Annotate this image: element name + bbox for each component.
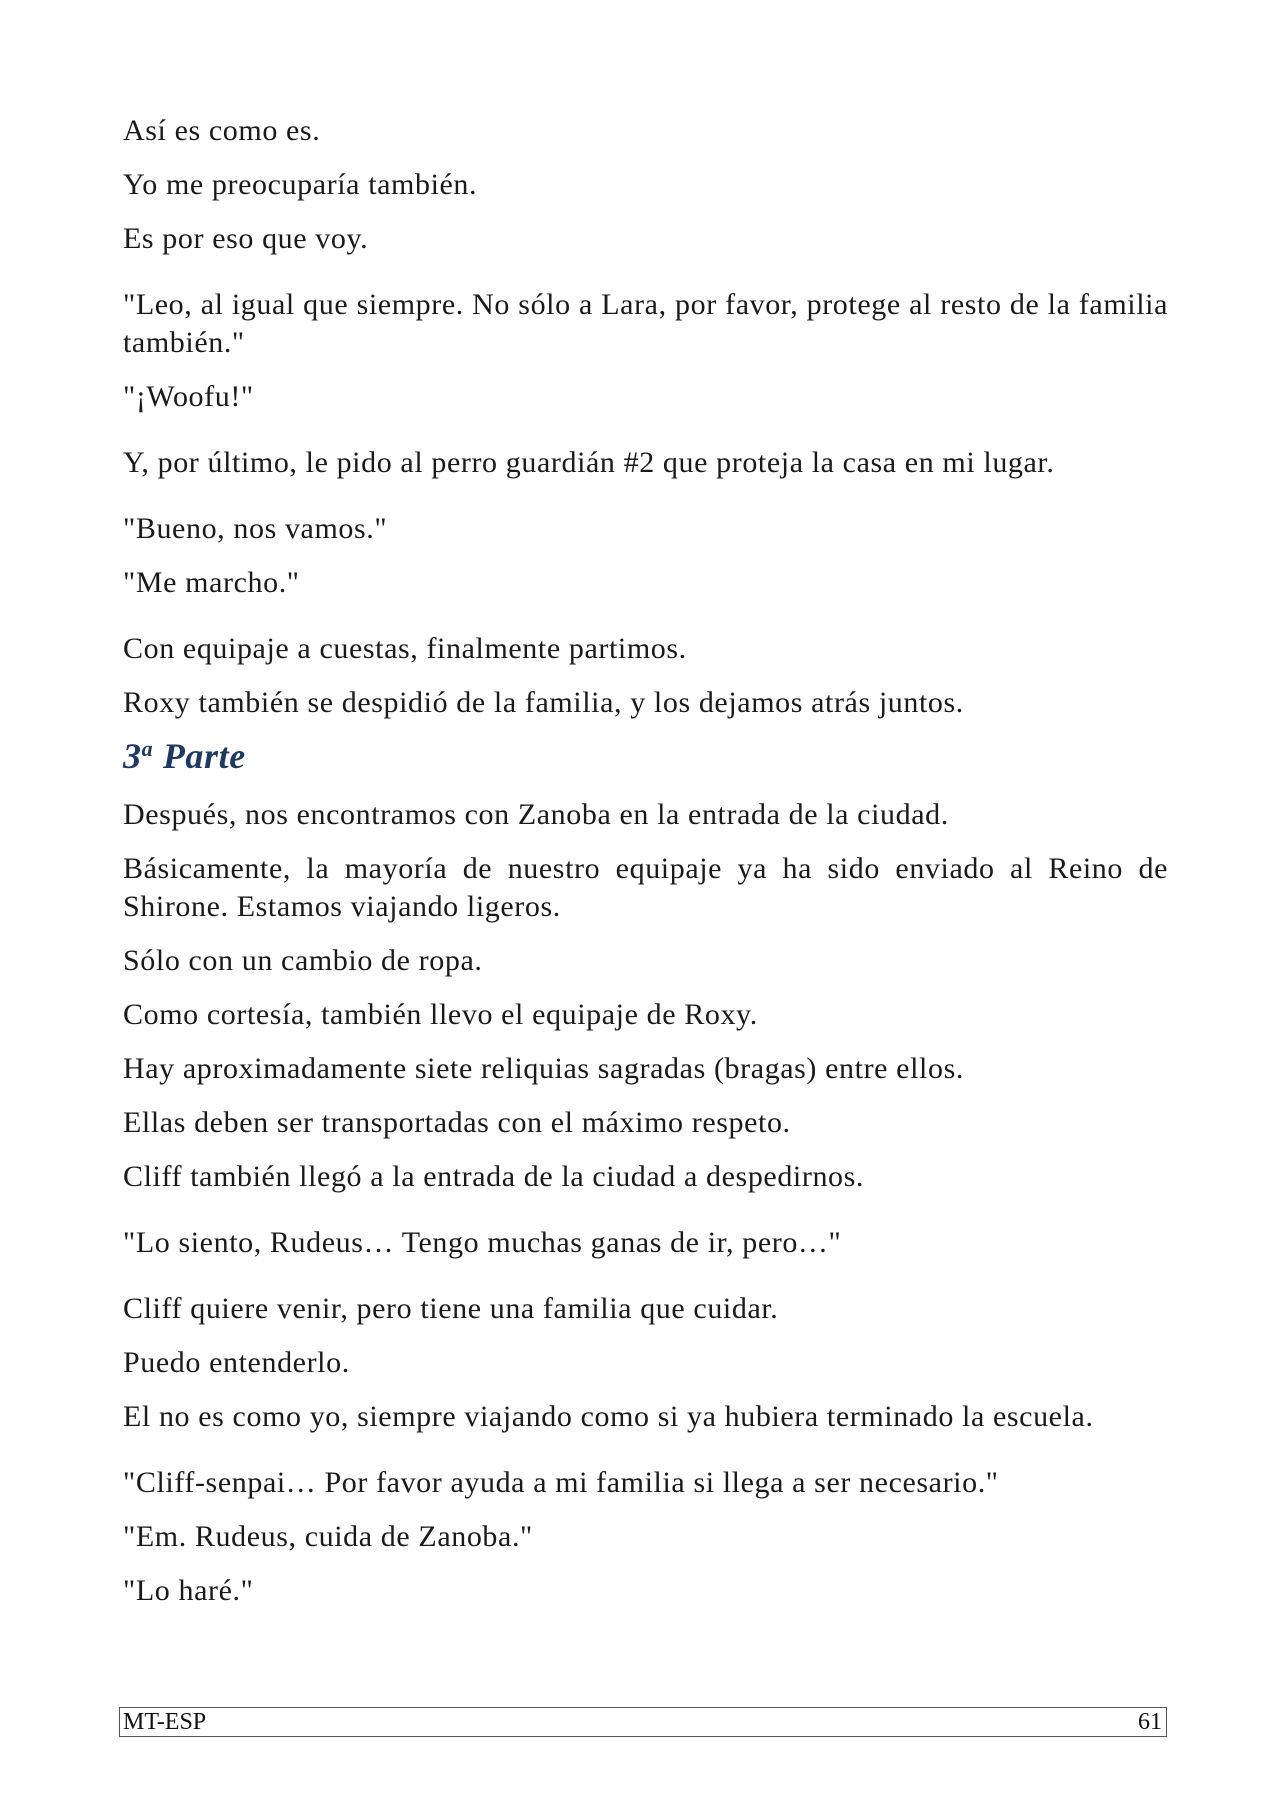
page-number: 61: [1138, 1709, 1162, 1735]
paragraph: "Leo, al igual que siempre. No sólo a Lara, por favor, protege al resto de la familia también.": [123, 288, 1168, 359]
paragraph: "Cliff-senpai… Por favor ayuda a mi familia si llega a ser necesario.": [123, 1466, 999, 1499]
paragraph: Puedo entenderlo.: [123, 1346, 350, 1379]
heading-ordinal: a: [141, 736, 154, 761]
paragraph: Roxy también se despidió de la familia, y los dejamos atrás juntos.: [123, 686, 964, 719]
paragraph: "Bueno, nos vamos.": [123, 512, 388, 545]
paragraph: "Lo haré.": [123, 1574, 254, 1607]
paragraph: Después, nos encontramos con Zanoba en la entrada de la ciudad.: [123, 798, 949, 831]
footer-label: MT-ESP: [123, 1709, 207, 1735]
paragraph: Básicamente, la mayoría de nuestro equipaje ya ha sido enviado al Reino de Shirone. Estamos viajando ligeros.: [123, 852, 1168, 923]
heading-word: Parte: [162, 736, 246, 776]
paragraph: Hay aproximadamente siete reliquias sagradas (bragas) entre ellos.: [123, 1052, 964, 1085]
paragraph: Cliff también llegó a la entrada de la ciudad a despedirnos.: [123, 1160, 865, 1193]
paragraph: "Em. Rudeus, cuida de Zanoba.": [123, 1520, 533, 1553]
paragraph: El no es como yo, siempre viajando como si ya hubiera terminado la escuela.: [123, 1400, 1094, 1433]
paragraph: Es por eso que voy.: [123, 222, 369, 255]
paragraph: Sólo con un cambio de ropa.: [123, 944, 483, 977]
paragraph: Y, por último, le pido al perro guardián #2 que proteja la casa en mi lugar.: [123, 446, 1055, 479]
document-page: [123, 112, 1168, 1610]
paragraph: Ellas deben ser transportadas con el máximo respeto.: [123, 1106, 791, 1139]
paragraph: Con equipaje a cuestas, finalmente partimos.: [123, 632, 687, 665]
paragraph: Cliff quiere venir, pero tiene una familia que cuidar.: [123, 1292, 779, 1325]
paragraph: Como cortesía, también llevo el equipaje de Roxy.: [123, 998, 758, 1031]
page-footer: [119, 1707, 1167, 1737]
section-heading: [123, 732, 1168, 780]
heading-number: 3: [123, 736, 142, 776]
paragraph: Así es como es.: [123, 114, 321, 147]
paragraph: "¡Woofu!": [123, 380, 254, 413]
paragraph: "Me marcho.": [123, 566, 300, 599]
paragraph: Yo me preocuparía también.: [123, 168, 478, 201]
paragraph: "Lo siento, Rudeus… Tengo muchas ganas de ir, pero…": [123, 1226, 842, 1259]
